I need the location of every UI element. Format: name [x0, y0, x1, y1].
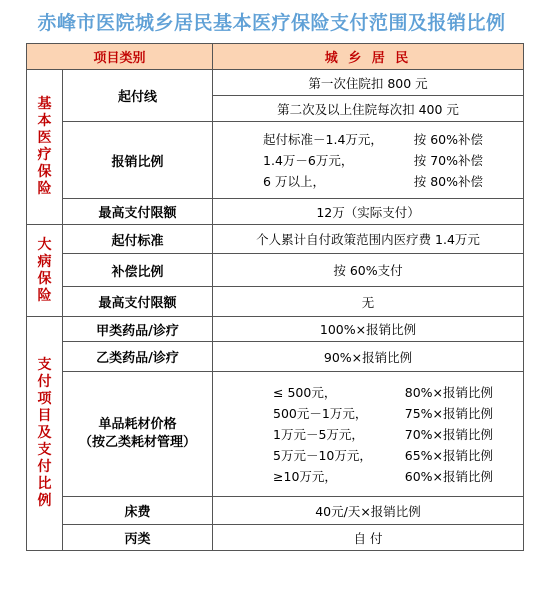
table-header-row [27, 44, 524, 70]
table-row [27, 342, 524, 372]
class-c-value: 自 付 [213, 525, 524, 551]
header-column: 城 乡 居 民 [213, 44, 524, 70]
deductible-second-value: 第二次及以上住院每次扣 400 元 [213, 96, 524, 122]
category-basic-insurance: 基 本 医 疗 保 险 [27, 70, 63, 225]
coverage-table [26, 43, 524, 551]
bed-fee-label: 床费 [63, 497, 213, 525]
class-a-value: 100%×报销比例 [213, 317, 524, 342]
serious-comp-label: 补偿比例 [63, 254, 213, 287]
class-b-label: 乙类药品/诊疗 [63, 342, 213, 372]
deductible-first-value: 第一次住院扣 800 元 [213, 70, 524, 96]
ratio-line: 起付标准－1.4万元， 按 60%补偿 [263, 131, 484, 147]
material-line: ≥10万元， 60%×报销比例 [273, 468, 494, 484]
table-row [27, 122, 524, 199]
material-line: 500元－1万元， 75%×报销比例 [273, 405, 494, 421]
class-b-value: 90%×报销比例 [213, 342, 524, 372]
table-row [27, 70, 524, 96]
table-row [27, 372, 524, 497]
deductible-label: 起付线 [63, 70, 213, 122]
serious-deductible-value: 个人累计自付政策范围内医疗费 1.4万元 [213, 225, 524, 254]
material-price-value [213, 372, 524, 497]
serious-limit-label: 最高支付限额 [63, 287, 213, 317]
bed-fee-value: 40元/天×报销比例 [213, 497, 524, 525]
class-a-label: 甲类药品/诊疗 [63, 317, 213, 342]
class-c-label: 丙类 [63, 525, 213, 551]
serious-limit-value: 无 [213, 287, 524, 317]
table-row [27, 225, 524, 254]
ratio-line: 6 万以上， 按 80%补偿 [263, 173, 484, 189]
table-row [27, 287, 524, 317]
header-category: 项目类别 [27, 44, 213, 70]
table-row [27, 497, 524, 525]
category-serious-illness: 大 病 保 险 [27, 225, 63, 317]
reimbursement-ratio-value [213, 122, 524, 199]
material-price-label: 单品耗材价格 （按乙类耗材管理） [63, 372, 213, 497]
table-row [27, 199, 524, 225]
serious-comp-value: 按 60%支付 [213, 254, 524, 287]
table-row [27, 254, 524, 287]
serious-deductible-label: 起付标准 [63, 225, 213, 254]
reimbursement-ratio-label: 报销比例 [63, 122, 213, 199]
ratio-line: 1.4万－6万元， 按 70%补偿 [263, 152, 484, 168]
material-line: 1万元－5万元， 70%×报销比例 [273, 426, 494, 442]
max-limit-value: 12万（实际支付） [213, 199, 524, 225]
page-title: 赤峰市医院城乡居民基本医疗保险支付范围及报销比例 [37, 12, 506, 34]
material-line: ≤ 500元， 80%×报销比例 [273, 384, 494, 400]
table-row [27, 525, 524, 551]
category-payment-items: 支 付 项 目 及 支 付 比 例 [27, 317, 63, 551]
table-row [27, 317, 524, 342]
material-line: 5万元－10万元， 65%×报销比例 [273, 447, 494, 463]
max-limit-label: 最高支付限额 [63, 199, 213, 225]
